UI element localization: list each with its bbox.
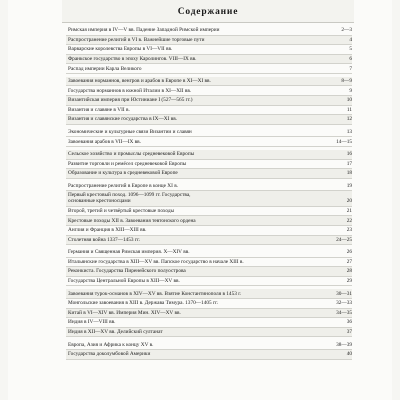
- toc-entry-title: Завоевания арабов в VII—IX вв.: [68, 138, 141, 145]
- toc-entry-title: Индия в IV—VIII вв.: [68, 319, 116, 326]
- toc-entry[interactable]: [66, 340, 352, 350]
- toc-entry-page: 20: [346, 198, 352, 205]
- toc-entry-page: 2—3: [341, 27, 352, 34]
- toc-entry-title: Государства норманнов в южной Италии в XI—XII вв.: [68, 87, 192, 94]
- toc-entry-page: 36: [346, 319, 352, 326]
- toc-entry-title: Образование и культура в средневековой Европе: [68, 170, 178, 177]
- toc-entry[interactable]: [66, 248, 352, 258]
- toc-entry-title: Завоевания норманнов, венгров и арабов в Европе в XI—XI вв.: [68, 78, 211, 85]
- toc-entry-title: Реконкиста. Государства Пиренейского полуострова: [68, 268, 186, 275]
- toc-entry[interactable]: [66, 289, 352, 299]
- toc-entry[interactable]: [66, 106, 352, 116]
- toc-entry[interactable]: [66, 299, 352, 309]
- toc-entry-page: 12: [346, 116, 352, 123]
- toc-entry-title: Завоевания турок-османов в XIV—XV вв. Взятие Константинополя в 1453 г.: [68, 290, 242, 297]
- toc-entry[interactable]: [66, 216, 352, 226]
- toc-entry-page: 8—9: [341, 78, 352, 85]
- toc-entry[interactable]: [66, 258, 352, 268]
- toc-entry[interactable]: [66, 226, 352, 236]
- toc-entry-page: 9: [349, 87, 352, 94]
- toc-entry-page: 24—25: [336, 236, 352, 243]
- toc-entry-title: Второй, третий и четвёртый крестовые походы: [68, 208, 175, 215]
- toc-entry-page: 16: [346, 151, 352, 158]
- toc-entry[interactable]: [66, 318, 352, 328]
- toc-entry-title: Монгольские завоевания в XIII в. Держава Тимура. 1370—1405 гг.: [68, 300, 219, 307]
- toc-entry-title: Индия в XII—XV вв. Делийский султанат: [68, 328, 163, 335]
- toc-entry[interactable]: [66, 309, 352, 319]
- toc-entry-title: Сельское хозяйство и промыслы средневековой Европы: [68, 151, 195, 158]
- toc-entry-page: 10: [346, 97, 352, 104]
- toc-entry-page: 37: [346, 328, 352, 335]
- toc-entry-title: Византия и славяне в VII в.: [68, 106, 130, 113]
- toc-entry[interactable]: [66, 350, 352, 360]
- toc-entry-title: Распространение религий в VI в. Важнейшие торговые пути: [68, 36, 205, 43]
- toc-entry[interactable]: [66, 169, 352, 179]
- header-bar: [62, 0, 354, 23]
- toc-entry[interactable]: [66, 86, 352, 96]
- toc-entry[interactable]: [66, 267, 352, 277]
- toc-entry-title: Распад империи Карла Великого: [68, 65, 142, 72]
- toc-entry[interactable]: [66, 36, 352, 46]
- toc-entry-title: Германия и Священная Римская империя. X—XIV вв.: [68, 249, 190, 256]
- toc-entry-title: Франкское государство в эпоху Каролингов. VIII—IX вв.: [68, 55, 197, 62]
- toc-entry-page: 5: [349, 46, 352, 53]
- toc-entry-page: 28: [346, 268, 352, 275]
- toc-entry-page: 19: [346, 182, 352, 189]
- toc-entry[interactable]: [66, 64, 352, 74]
- toc-entry-page: 17: [346, 160, 352, 167]
- toc-entry-page: 29: [346, 278, 352, 285]
- toc-entry[interactable]: [66, 77, 352, 87]
- toc-entry[interactable]: [66, 26, 352, 36]
- toc-entry-page: 13: [346, 128, 352, 135]
- toc-entry-title: Развитие торговли и ремёсел средневековой Европы: [68, 160, 187, 167]
- toc-entry[interactable]: [66, 277, 352, 287]
- toc-entry[interactable]: [66, 128, 352, 138]
- toc-entry-title: Первый крестовый поход. 1096—1099 гг. Государства, основанные крестоносцами: [68, 192, 191, 205]
- toc-entry[interactable]: [66, 236, 352, 246]
- toc-entry-title: Европа, Азия и Африка к концу XV в.: [68, 341, 154, 348]
- page-title: Содержание: [177, 7, 239, 17]
- toc-entry-title: Государства Центральной Европы в XIII—XV вв.: [68, 278, 180, 285]
- toc-entry-page: 23: [346, 227, 352, 234]
- toc-entry-page: 38—39: [336, 341, 352, 348]
- toc-entry-title: Римская империя в IV—V вв. Падение Западной Римской империи: [68, 27, 220, 34]
- toc-entry-page: 32—33: [336, 300, 352, 307]
- toc-entry-title: Государства доколумбовой Америки: [68, 351, 151, 358]
- toc-entry[interactable]: [66, 45, 352, 55]
- document-page: [8, 0, 392, 400]
- toc-entry[interactable]: [66, 115, 352, 125]
- toc-entry-title: Итальянские государства в XIII—XV вв. Папское государство в начале XIII в.: [68, 258, 244, 265]
- toc-entry[interactable]: [66, 191, 352, 207]
- toc-entry-page: 11: [346, 106, 352, 113]
- toc-entry-title: Византия и славянские государства в IX—XI вв.: [68, 116, 178, 123]
- toc-entry-title: Экономические и культурные связи Византии и славян: [68, 128, 192, 135]
- toc-entry[interactable]: [66, 55, 352, 65]
- toc-entry-title: Крестовые походы XII в. Завоевания тевтонского ордена: [68, 217, 196, 224]
- toc-entry-page: 18: [346, 170, 352, 177]
- toc-entry-page: 4: [349, 36, 352, 43]
- toc-entry-page: 34—35: [336, 309, 352, 316]
- toc-entry[interactable]: [66, 182, 352, 192]
- toc-entry-page: 7: [349, 65, 352, 72]
- toc-entry-title: Распространение религий в Европе в конце XI в.: [68, 182, 179, 189]
- toc-entry-page: 6: [349, 55, 352, 62]
- toc-entry[interactable]: [66, 328, 352, 338]
- table-of-contents: [66, 26, 352, 360]
- toc-entry-page: 27: [346, 258, 352, 265]
- toc-entry[interactable]: [66, 150, 352, 160]
- toc-entry[interactable]: [66, 160, 352, 170]
- toc-entry-page: 40: [346, 351, 352, 358]
- toc-entry-page: 21: [346, 208, 352, 215]
- toc-entry-title: Византийская империя при Юстиниане I (527—565 гг.): [68, 97, 193, 104]
- toc-entry[interactable]: [66, 137, 352, 147]
- toc-entry-title: Столетняя война 1337—1453 гг.: [68, 236, 140, 243]
- toc-entry[interactable]: [66, 96, 352, 106]
- toc-entry-page: 22: [346, 217, 352, 224]
- toc-entry-title: Англия и Франция в XIII—XIII вв.: [68, 227, 147, 234]
- toc-entry-page: 30—31: [336, 290, 352, 297]
- toc-entry[interactable]: [66, 207, 352, 217]
- toc-entry-page: 14—15: [336, 138, 352, 145]
- toc-entry-title: Китай в VI—XIV вв. Империя Мин. XIV—XV вв.: [68, 309, 181, 316]
- toc-entry-title: Варварские королевства Европы в VI—VII вв.: [68, 46, 173, 53]
- toc-entry-page: 26: [346, 249, 352, 256]
